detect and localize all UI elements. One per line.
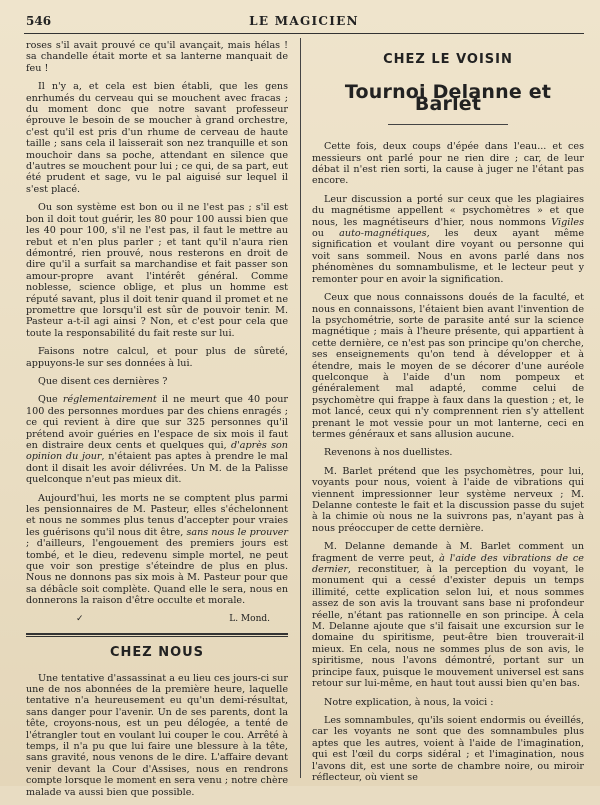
paragraph: M. Barlet prétend que les psychomètres, pour lui, voyants pour nous, voient à l'aide de vibrations qui viennent impressionner leur système nerveux ; M. Delanne conteste le fait et la discussion passe du sujet à la chimie où nous ne la suivrons pas, n'ayant pas à nous préoccuper de cette dernière.: [312, 465, 584, 534]
signature: L. Mond.: [229, 613, 270, 624]
paragraph: Que disent ces dernières ?: [38, 375, 168, 387]
section-rule: [26, 636, 288, 637]
running-title: LE MAGICIEN: [249, 14, 359, 28]
paragraph: Une tentative d'assassinat a eu lieu ces jours-ci sur une de nos abonnées de la première heure, laquelle tentative n'a heureusement eu qu'un demi-résultat, sans danger pour l'avenir. Un de ses parents, dont la tête, croyons-nous, est un peu délogée, a tenté de l'étrangler tout en voulant lui couper le cou. Arrêté à temps, il n'a pu que lui faire une blessure à la tête, sans gravité, nous venons de le dire. L'affaire devant venir devant la Cour d'Assises, nous en rendrons compte lorsque le moment en sera venu ; notre chère malade va aussi bien que possible.: [26, 672, 288, 798]
paragraph: Notre explication, à nous, la voici :: [324, 696, 494, 708]
paragraph: M. Delanne demande à M. Barlet comment un fragment de verre peut, à l'aide des vibrations de ce dernier, reconstituer, à la perception du voyant, le monument qui a cessé d'exister depuis un temps illimité, cette explication selon lui, et nous sommes assez de son avis la trouvant sans base ni profondeur réelle, n'étant pas rationnelle en son principe. À cela M. Delanne ajoute que s'il faisait une excursion sur le domaine du spiritisme, peut-être bien trouverait-il mieux. En cela, nous ne sommes plus de son avis, le spiritisme, nous l'avons démontré, portant sur un principe faux, puisque le mouvement universel est sans retour sur lui-même, en haut tout aussi bien qu'en bas.: [312, 541, 584, 690]
right-column: [312, 40, 584, 790]
running-header: [26, 14, 582, 30]
article-title: Tournoi Delanne et Barlet: [344, 81, 552, 115]
paragraph: Revenons à nos duellistes.: [324, 447, 453, 459]
header-rule: [24, 33, 584, 34]
check-mark: ✓: [76, 613, 84, 624]
column-divider: [300, 38, 301, 778]
signature-line: [26, 614, 288, 625]
paragraph: Leur discussion a porté sur ceux que les plagiaires du magnétisme appellent « psychomètres » et que nous, les magnétiseurs d'hier, nous nommons Vigiles ou auto-magnétiques, les deux ayant même signification et voulant dire voyant ou personne qui voit sans sommeil. Nous en avons parlé dans nos phénomènes du somnambulisme, et le lecteur peut y remonter pour en avoir la signification.: [312, 193, 584, 285]
paragraph: Ou son système est bon ou il ne l'est pas ; s'il est bon il doit tout guérir, les 80 pour 100 aussi bien que les 40 pour 100, s'il ne l'est pas, il faut le mettre au rebut et n'en plus parler ; et tant qu'il n'aura rien démontré, rien prouvé, nous resterons en droit de dire qu'il a surfait sa marchandise et fait passer son amour-propre avant l'intérêt général. Comme noblesse, science oblige, et plus un homme est réputé savant, plus il doit tenir quand il promet et ne promettre que lorsqu'il est sûr de pouvoir tenir. M. Pasteur a-t-il agi ainsi ? Non, et c'est pour cela que toute la responsabilité du fait reste sur lui.: [26, 202, 288, 339]
paragraph: Les somnambules, qu'ils soient endormis ou éveillés, car les voyants ne sont que des somnambules plus aptes que les autres, voient à l'aide de l'imagination, qui est l'œil du corps sidéral ; et l'imagination, nous l'avons dit, est une sorte de chambre noire, ou miroir réflecteur, où vient se: [312, 714, 584, 783]
paragraph: Cette fois, deux coups d'épée dans l'eau... et ces messieurs ont parlé pour ne rien dire ; car, de leur débat il n'est rien sorti, la cause à juger ne l'étant pas encore.: [312, 141, 584, 187]
paragraph: Que réglementairement il ne meurt que 40 pour 100 des personnes mordues par des chiens enragés ; ce qui revient à dire que sur 325 personnes qu'il prétend avoir guéries en l'espace de six mois il faut en distraire deux cents et quelques qui, d'après son opinion du jour, n'étaient pas aptes à prendre le mal dont il disait les avoir délivrées. Un M. de la Palisse quelconque n'eut pas mieux dit.: [26, 394, 288, 486]
paragraph: Il n'y a, et cela est bien établi, que les gens enrhumés du cerveau qui se mouchent avec fracas ; du moment donc que notre savant professeur éprouve le besoin de se moucher à grand orchestre, c'est qu'il est pris d'un rhume de cerveau de haute taille ; sans cela il laisserait son nez tranquille et son mouchoir dans sa poche, attendant en silence que d'autres se mouchent pour lui ; ce qui, de sa part, eut été prudent et sage, vu le pal aiguisé sur lequel il s'est placé.: [26, 81, 288, 195]
page-number: 546: [26, 14, 52, 28]
section-title: CHEZ LE VOISIN: [383, 52, 513, 67]
paragraph: roses s'il avait prouvé ce qu'il avançait, mais hélas ! sa chandelle était morte et sa lanterne manquait de feu !: [26, 40, 288, 74]
section-rule: [26, 633, 288, 635]
left-column: [26, 40, 288, 805]
paragraph: Aujourd'hui, les morts ne se comptent plus parmi les pensionnaires de M. Pasteur, elles s'échelonnent et nous ne sommes plus tenus d'accepter pour vraies les guérisons qu'il nous dit être, sans nous le prouver ; d'ailleurs, l'engouement des premiers jours est tombé, et le dieu, redevenu simple mortel, ne peut que voir son prestige s'éteindre de plus en plus. Nous ne donnons pas six mois à M. Pasteur pour que sa débâcle soit complète. Quand elle le sera, nous en donnerons la raison d'être occulte et morale.: [26, 492, 288, 607]
section-title: CHEZ NOUS: [109, 645, 205, 661]
paragraph: Ceux que nous connaissons doués de la faculté, et nous en connaissons, l'étaient bien avant l'invention de la psychométrie, sorte de parasite anté sur la science magnétique ; mais à l'heure présente, qui appartient à cette dernière, ce n'est pas son principe qu'on cherche, ses enseignements qu'on tend à développer et à étendre, mais le moyen de se décorer d'une auréole quelconque à l'aide d'un nom pompeux et généralement mal adapté, comme celui de psychomètre qui frappe à faux dans la question ; et, le mot lancé, ceux qui n'y comprennent rien s'y attellent prenant le mot vessie pour un mot lanterne, ceci en termes généraux et sans allusion aucune.: [312, 292, 584, 440]
paragraph: Faisons notre calcul, et pour plus de sûreté, appuyons-le sur ses données à lui.: [26, 346, 288, 369]
title-rule: [388, 124, 508, 125]
